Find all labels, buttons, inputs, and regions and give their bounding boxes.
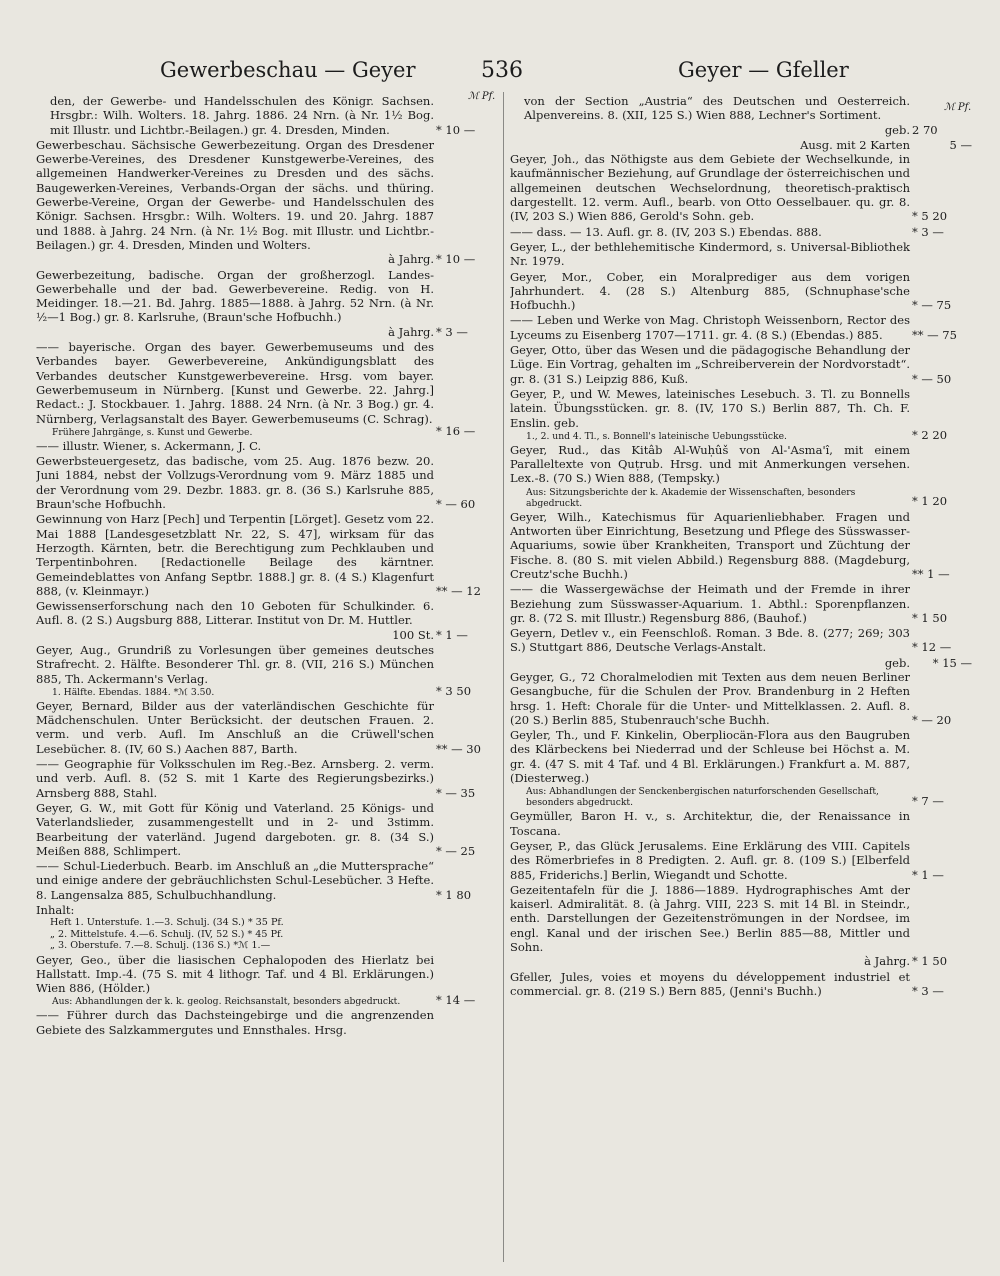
entry-note: Aus: Abhandlungen der Senckenbergischen naturforschenden Gesellschaft, besonders abgedruckt.: [526, 786, 879, 809]
entry-text: Gezeitentafeln für die J. 1886—1889. Hydrographisches Amt der kaiserl. Admiralität. 8. (à Jahrg. VIII, 223 S. mit 14 Bl. in Steindr., enth. Darstellungen der Gezeitenströmungen in der Nordsee, im engl. Kanal und der irischen See.) Berlin 885—88, Mittler und Sohn.: [510, 882, 910, 955]
entry-text: Gewissenserforschung nach den 10 Geboten für Schulkinder. 6. Aufl. 8. (2 S.) Augsburg 888, Litterar. Institut von Dr. M. Huttler.: [36, 599, 434, 628]
catalog-entry: [510, 626, 972, 655]
catalog-entry: [510, 225, 972, 239]
entry-price: * 10 —: [436, 122, 476, 137]
entry-price: * 3 —: [912, 224, 944, 239]
entry-text: Gewerbeschau. Sächsische Gewerbezeitung. Organ des Dresdener Gewerbe-Vereines, des Dresdener Kunstgewerbe-Vereines, des allgemeinen Handwerker-Vereines zu Dresden und des sächs. Baugewerken-Vereines, Verbands-Organ der sächs. und thüring. Gewerbe-Vereine, Organ der Gewerbe- und Handelsschulen des Königr. Sachsen. Hrsgbr.: Wilh. Wolters. 19. und 20. Jahrg. 1887 und 1888. à Jahrg. 24 Nrn. (à Nr. 1½ Bog. mit Illustr. und Lichtbr.-Beilagen.) gr. 4. Dresden, Minden und Wolters.: [36, 137, 434, 252]
entry-text: Inhalt:: [36, 903, 75, 918]
catalog-entry: [510, 728, 972, 808]
catalog-entry: [36, 1008, 496, 1037]
catalog-entry: [510, 839, 972, 882]
entry-text: Geyern, Detlev v., ein Feenschloß. Roman. 3 Bde. 8. (277; 269; 303 S.) Stuttgart 886, Deutsche Verlags-Anstalt.: [510, 626, 910, 655]
entry-price: * 14 —: [436, 993, 476, 1008]
entry-price: * — 60: [436, 497, 476, 512]
entry-text: Gewerbezeitung, badische. Organ der großherzogl. Landes-Gewerbehalle und der bad. Gewerbevereine. Redig. von H. Meidinger. 18.—21. Bd. Jahrg. 1885—1888. à Jahrg. 52 Nrn. (à Nr. ½—1 Bog.) gr. 8. Karlsruhe, (Braun'sche Hofbuchh.): [36, 267, 434, 325]
catalog-entry: [510, 809, 972, 838]
right-column: [510, 94, 972, 1264]
contents-item: „ 2. Mittelstufe. 4.—6. Schulj. (IV, 52 S.) * 45 Pf.: [50, 928, 284, 940]
catalog-entry: [36, 94, 496, 137]
entry-price: * — 25: [436, 843, 476, 858]
entry-note: 1., 2. und 4. Tl., s. Bonnell's lateinische Uebungsstücke.: [526, 430, 787, 442]
running-head-left: Gewerbeschau — Geyer: [160, 58, 416, 82]
entry-price: ** — 30: [436, 741, 481, 756]
entry-tail: à Jahrg.: [388, 252, 434, 267]
catalog-entry: [36, 512, 496, 598]
entry-note: Aus: Abhandlungen der k. k. geolog. Reichsanstalt, besonders abgedruckt.: [52, 996, 401, 1008]
catalog-entry: [510, 443, 972, 509]
entry-text: —— bayerische. Organ des bayer. Gewerbemuseums und des Verbandes bayer. Gewerbevereine, Ankündigungsblatt des Verbandes deutscher Kunstgewerbevereine. Hrsg. vom bayer. Gewerbemuseum in Nürnberg. [Kunst und Gewerbe. 22. Jahrg.] Redact.: J. Stockbauer. 1. Jahrg. 1888. 24 Nrn. (à Nr. 3 Bog.) gr. 4. Nürnberg, Verlagsanstalt des Bayer. Gewerbemuseums (C. Schrag).: [36, 340, 434, 426]
entry-text: —— die Wassergewächse der Heimath und der Fremde in ihrer Beziehung zum Süsswasser-Aquarium. 1. Abthl.: Sporenpflanzen. gr. 8. (72 S. mit Illustr.) Regensburg 886, (Bauhof.): [510, 582, 910, 625]
entry-text: Geyer, L., der bethlehemitische Kindermord, s. Universal-Bibliothek Nr. 1979.: [510, 239, 910, 269]
entry-text: Geyer, Bernard, Bilder aus der vaterländischen Geschichte für Mädchenschulen. Unter Berücksicht. der deutschen Frauen. 2. verm. und verb. Aufl. Im Anschluß an die Crüwell'schen Lesebücher. 8. (IV, 60 S.) Aachen 887, Barth.: [36, 698, 434, 756]
entry-price: * 10 —: [436, 252, 476, 267]
entry-text: Gewerbsteuergesetz, das badische, vom 25. Aug. 1876 bezw. 20. Juni 1884, nebst der Vollzugs-Verordnung vom 9. März 1885 und der Verordnung vom 29. Dezbr. 1883. gr. 8. (36 S.) Karlsruhe 885, Braun'sche Hofbuchh.: [36, 454, 434, 512]
entry-text: Geyer, Rud., das Kitâb Al-Wuḥûš von Al-'Asma'î, mit einem Paralleltexte von Quṭrub. Hrsg. und mit Anmerkungen versehen. Lex.-8. (70 S.) Wien 888, (Tempsky.): [510, 442, 910, 486]
entry-text: Geyer, Geo., über die liasischen Cephalopoden des Hierlatz bei Hallstatt. Imp.-4. (75 S. mit 4 lithogr. Taf. und 4 Bl. Erklärungen.) Wien 886, (Hölder.): [36, 952, 434, 996]
entry-text: —— Führer durch das Dachsteingebirge und die angrenzenden Gebiete des Salzkammergutes und Ennsthales. Hrsg.: [36, 1008, 434, 1037]
catalog-entry: [510, 970, 972, 999]
entry-price: * 3 —: [436, 324, 468, 339]
entry-text: den, der Gewerbe- und Handelsschulen des Königr. Sachsen. Hrsgbr.: Wilh. Wolters. 18. Jahrg. 1886. 24 Nrn. (à Nr. 1½ Bog. mit Illustr. und Lichtbr.-Beilagen.) gr. 4. Dresden, Minden.: [50, 94, 434, 137]
catalog-entry: [36, 599, 496, 642]
catalog-entry: [510, 138, 972, 152]
entry-note: Aus: Sitzungsberichte der k. Akademie der Wissenschaften, besonders abgedruckt.: [526, 486, 856, 509]
entry-text: Gfeller, Jules, voies et moyens du développement industriel et commercial. gr. 8. (219 S.) Bern 885, (Jenni's Buchh.): [510, 969, 910, 998]
entry-price: * 3 50: [436, 683, 472, 698]
entry-price: * 2 20: [912, 427, 948, 442]
entry-price: * 1 20: [912, 494, 948, 509]
entry-price: * 16 —: [436, 423, 476, 438]
entry-price: * 7 —: [912, 794, 944, 809]
entry-price: * 3 —: [912, 983, 944, 998]
catalog-entry: [510, 387, 972, 442]
entry-text: Geyer, Joh., das Nöthigste aus dem Gebiete der Wechselkunde, in kaufmännischer Beziehung, auf Grundlage der österreichischen und allgemeinen deutschen Wechselordnung, theoretisch-praktisch dargestellt. 12. verm. Aufl., bearb. von Otto Oesselbauer. qu. gr. 8. (IV, 203 S.) Wien 886, Gerold's Sohn. geb.: [510, 152, 910, 224]
catalog-entry: [510, 510, 972, 581]
catalog-entry: [510, 883, 972, 969]
catalog-entry: [510, 240, 972, 269]
entry-text: —— Schul-Liederbuch. Bearb. im Anschluß an „die Muttersprache“ und einige andere der gebräuchlichsten Schul-Lesebücher. 3 Hefte. 8. Langensalza 885, Schulbuchhandlung.: [36, 859, 434, 902]
entry-price: * 1 —: [436, 627, 468, 642]
entry-price: * 1 50: [912, 954, 948, 969]
left-column: [36, 94, 496, 1264]
entry-text: Geyger, G., 72 Choralmelodien mit Texten aus dem neuen Berliner Gesangbuche, für die Schulen der Prov. Brandenburg in 2 Heften hrsg. 1. Heft: Chorale für die Unter- und Mittelklassen. 2. Aufl. 8. (20 S.) Berlin 885, Stubenrauch'sche Buchh.: [510, 669, 910, 727]
entry-text: Geyer, Mor., Cober, ein Moralprediger aus dem vorigen Jahrhundert. 4. (28 S.) Altenburg 885, (Schnuphase'sche Hofbuchh.): [510, 269, 910, 313]
entry-tail: 100 St.: [392, 627, 434, 642]
catalog-entry: [36, 903, 496, 952]
entry-price: * 1 50: [912, 610, 948, 625]
catalog-entry: [36, 643, 496, 698]
entry-note: Frühere Jahrgänge, s. Kunst und Gewerbe.: [52, 426, 253, 438]
catalog-entry: [510, 152, 972, 223]
entry-tail: à Jahrg.: [388, 324, 434, 339]
entry-price: * 12 —: [912, 640, 952, 655]
catalog-entry: [510, 582, 972, 625]
catalog-entry: [510, 656, 972, 670]
entry-note: 1. Hälfte. Ebendas. 1884. *ℳ 3.50.: [52, 686, 215, 698]
catalog-entry: [36, 454, 496, 511]
entry-text: von der Section „Austria“ des Deutschen und Oesterreich. Alpenvereins. 8. (XII, 125 S.) Wien 888, Lechner's Sortiment.: [524, 94, 910, 123]
page-number: 536: [481, 58, 523, 83]
entry-price: * 1 —: [912, 867, 944, 882]
entry-price: * 1 80: [436, 887, 472, 902]
entry-text: Gewinnung von Harz [Pech] und Terpentin [Lörget]. Gesetz vom 22. Mai 1888 [Landesgesetzblatt Nr. 22, S. 47], wirksam für das Herzogth. Kärnten, betr. die Berechtigung zum Pechklauben und Terpentinbohren. [Redactionelle Beilage des kärntner. Gemeindeblattes von Anfang Septbr. 1888.] gr. 8. (4 S.) Klagenfurt 888, (v. Kleinmayr.): [36, 512, 434, 598]
entry-text: Geyer, Otto, über das Wesen und die pädagogische Behandlung der Lüge. Ein Vortrag, gehalten im „Schreiberverein der Nordvorstadt“. gr. 8. (31 S.) Leipzig 886, Kuß.: [510, 343, 910, 386]
catalog-entry: [510, 313, 972, 342]
entry-contents: [36, 917, 434, 951]
entry-text: —— Leben und Werke von Mag. Christoph Weissenborn, Rector des Lyceums zu Eisenberg 1707—1711. gr. 4. (8 S.) (Ebendas.) 885.: [510, 313, 910, 342]
catalog-entry: [510, 94, 972, 137]
catalog-entry: [36, 953, 496, 1008]
entry-tail: Ausg. mit 2 Karten: [800, 137, 910, 152]
catalog-entry: [36, 439, 496, 453]
entry-price: * — 35: [436, 785, 476, 800]
catalog-entry: [36, 757, 496, 800]
entry-text: —— dass. — 13. Aufl. gr. 8. (IV, 203 S.) Ebendas. 888.: [510, 224, 822, 239]
column-divider: [503, 92, 504, 1262]
entry-tail: geb.: [884, 122, 910, 137]
entry-text: —— Geographie für Volksschulen im Reg.-Bez. Arnsberg. 2. verm. und verb. Aufl. 8. (52 S. mit 1 Karte des Regierungsbezirks.) Arnsberg 888, Stahl.: [36, 757, 434, 800]
entry-price: ** — 12: [436, 583, 481, 598]
entry-tail: à Jahrg.: [864, 954, 910, 969]
catalog-entry: [510, 270, 972, 313]
catalog-entry: [36, 138, 496, 267]
entry-text: Geyer, Wilh., Katechismus für Aquarienliebhaber. Fragen und Antworten über Einrichtung, Besetzung und Pflege des Süsswasser-Aquariums, sowie über Krankheiten, Transport und Züchtung der Fische. 8. (80 S. mit vielen Abbild.) Regensburg 888. (Magdeburg, Creutz'sche Buchh.): [510, 509, 910, 581]
catalog-entry: [36, 859, 496, 902]
entry-price: * — 75: [912, 298, 952, 313]
entry-price: * 15 —: [932, 655, 972, 670]
running-head-right: Geyer — Gfeller: [678, 58, 849, 82]
entry-text: Geymüller, Baron H. v., s. Architektur, die, der Renaissance in Toscana.: [510, 809, 910, 838]
currency-header-right: ℳ Pf.: [944, 102, 972, 113]
contents-item: Heft 1. Unterstufe. 1.—3. Schulj. (34 S.) * 35 Pf.: [50, 917, 284, 929]
entry-price: * — 50: [912, 371, 952, 386]
entry-price: 5 —: [949, 137, 972, 152]
catalog-entry: [510, 670, 972, 727]
entry-price: * 5 20: [912, 209, 948, 224]
entry-text: Geyser, P., das Glück Jerusalems. Eine Erklärung des VIII. Capitels des Römerbriefes in 8 Predigten. 2. Aufl. gr. 8. (109 S.) [Elberfeld 885, Friderichs.] Berlin, Wiegandt und Schotte.: [510, 838, 910, 882]
entry-price: 2 70: [912, 122, 938, 137]
entry-price: ** — 75: [912, 327, 957, 342]
entry-text: Geyer, P., und W. Mewes, lateinisches Lesebuch. 3. Tl. zu Bonnells latein. Übungsstücken. gr. 8. (IV, 170 S.) Berlin 887, Th. Ch. F. Enslin. geb.: [510, 386, 910, 430]
currency-header-left: ℳ Pf.: [468, 91, 496, 102]
contents-item: „ 3. Oberstufe. 7.—8. Schulj. (136 S.) *ℳ 1.—: [50, 940, 271, 952]
entry-text: Geyer, G. W., mit Gott für König und Vaterland. 25 Königs- und Vaterlandslieder, zusammengestellt und in 2- und 3stimm. Bearbeitung der vaterländ. Jugend dargeboten. gr. 8. (34 S.) Meißen 888, Schlimpert.: [36, 800, 434, 858]
entry-tail: geb.: [884, 655, 910, 670]
catalog-entry: [36, 268, 496, 339]
entry-text: Geyler, Th., und F. Kinkelin, Oberpliocän-Flora aus den Baugruben des Klärbeckens bei Niederrad und der Schleuse bei Höchst a. M. gr. 4. (47 S. mit 4 Taf. und 4 Bl. Erklärungen.) Frankfurt a. M. 887, (Diesterweg.): [510, 728, 910, 786]
catalog-entry: [510, 343, 972, 386]
catalog-entry: [36, 801, 496, 858]
entry-text: —— illustr. Wiener, s. Ackermann, J. C.: [36, 438, 262, 453]
entry-price: * — 20: [912, 712, 952, 727]
catalog-entry: [36, 340, 496, 438]
entry-text: Geyer, Aug., Grundriß zu Vorlesungen über gemeines deutsches Strafrecht. 2. Hälfte. Besonderer Thl. gr. 8. (VII, 216 S.) München 885, Th. Ackermann's Verlag.: [36, 642, 434, 686]
entry-price: ** 1 —: [912, 566, 950, 581]
catalog-entry: [36, 699, 496, 756]
